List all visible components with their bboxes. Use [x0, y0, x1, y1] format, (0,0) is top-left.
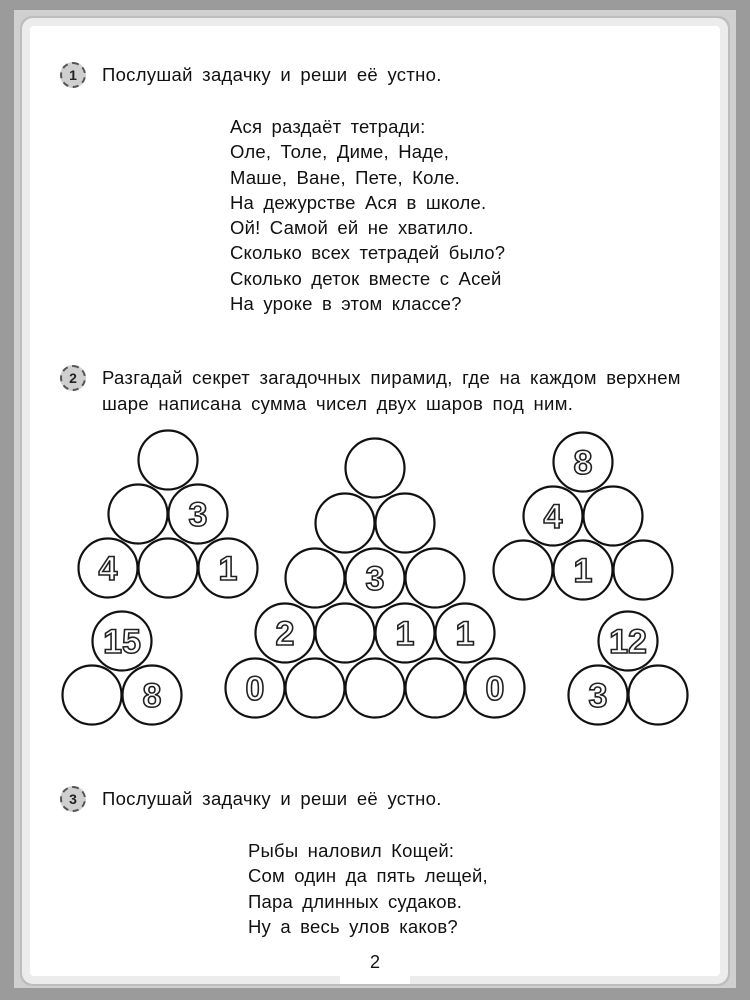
ball-number: 8 [573, 444, 593, 482]
ball-number: 0 [245, 670, 265, 708]
ball-number: 12 [609, 623, 647, 661]
pyramid-bottom-right [569, 612, 688, 725]
task-3-header [60, 786, 442, 812]
task-2-instruction-line: Разгадай секрет загадочных пирамид, где на каждом верхнем [102, 367, 681, 388]
pyramid-ball[interactable] [316, 604, 375, 663]
pyramid-ball[interactable] [139, 431, 198, 490]
ball-number: 2 [275, 615, 295, 653]
pyramid-bottom-left [63, 612, 182, 725]
pyramid-ball[interactable] [494, 541, 553, 600]
ball-number: 8 [142, 677, 162, 715]
poem-line: Сом один да пять лещей, [248, 865, 488, 887]
poem-line: Рыбы наловил Кощей: [248, 840, 455, 861]
pyramid-ball[interactable] [584, 487, 643, 546]
task-1-badge: 1 [60, 62, 86, 88]
poem-line: На дежурстве Ася в школе. [230, 191, 487, 213]
task-3-instruction: Послушай задачку и реши её устно. [102, 788, 442, 809]
poem-line: Ой! Самой ей не хватило. [230, 217, 474, 239]
pyramid-ball[interactable] [63, 666, 122, 725]
pyramid-ball[interactable] [286, 659, 345, 718]
pyramid-ball[interactable] [139, 539, 198, 598]
pyramid-ball[interactable] [316, 494, 375, 553]
poem-line: Сколько деток вместе с Асей [230, 267, 502, 289]
pyramid-ball[interactable] [614, 541, 673, 600]
poem-line: Ася раздаёт тетради: [230, 116, 426, 137]
poem-line: На уроке в этом классе? [230, 293, 462, 315]
poem-line: Сколько всех тетрадей было? [230, 242, 506, 264]
ball-number: 15 [103, 623, 141, 661]
pyramid-ball[interactable] [406, 659, 465, 718]
task-3-badge: 3 [60, 786, 86, 812]
ball-number: 1 [573, 552, 593, 590]
ball-number: 0 [485, 670, 505, 708]
ball-number: 1 [218, 550, 238, 588]
task-1-instruction: Послушай задачку и реши её устно. [102, 64, 442, 85]
poem-line: Оле, Толе, Диме, Наде, [230, 141, 450, 163]
poem-line: Ну а весь улов каков? [248, 915, 458, 937]
page-number: 2 [340, 944, 410, 984]
pyramid-ball[interactable] [376, 494, 435, 553]
poem-line: Маше, Ване, Пете, Коле. [230, 166, 461, 188]
task-3-poem [248, 838, 488, 939]
pyramid-ball[interactable] [346, 439, 405, 498]
task-2-badge: 2 [60, 365, 86, 391]
ball-number: 3 [188, 496, 208, 534]
pyramid-center [226, 439, 525, 718]
pyramid-top-right [494, 433, 673, 600]
pyramid-ball[interactable] [346, 659, 405, 718]
ball-number: 1 [455, 615, 475, 653]
pyramid-ball[interactable] [286, 549, 345, 608]
ball-number: 3 [365, 560, 385, 598]
ball-number: 1 [395, 615, 415, 653]
pyramid-ball[interactable] [109, 485, 168, 544]
ball-number: 3 [588, 677, 608, 715]
ball-number: 4 [98, 550, 118, 588]
pyramid-ball[interactable] [629, 666, 688, 725]
pyramid-top-left [79, 431, 258, 598]
ball-number: 4 [543, 498, 563, 536]
pyramid-ball[interactable] [406, 549, 465, 608]
task-2-instruction-line: шаре написана сумма чисел двух шаров под ним. [102, 393, 574, 414]
poem-line: Пара длинных судаков. [248, 890, 463, 912]
